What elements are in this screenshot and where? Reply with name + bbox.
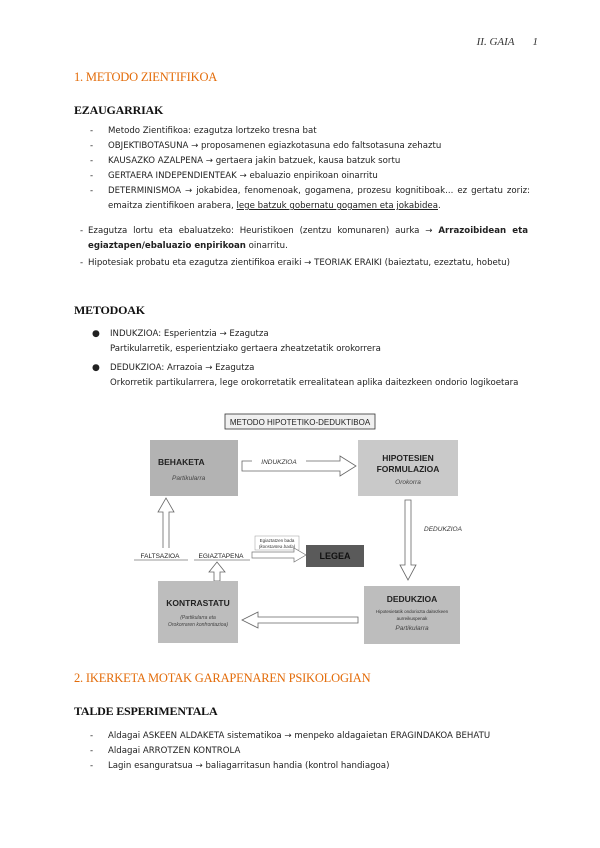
kontrastatu-box <box>158 581 238 643</box>
indukzioa-arrow <box>242 456 356 476</box>
kontrastatu-label: KONTRASTATU <box>166 598 230 608</box>
method-desc: Partikularretik, esperientziako gertaera zheatzetatik orokorrera <box>110 344 381 354</box>
dedukzioa-to-kontrastatu-arrow <box>242 612 358 628</box>
dedukzioa-label: DEDUKZIOA <box>424 526 462 533</box>
list-item: - Metodo Zientifikoa: ezagutza lortzeko tresna bat <box>90 124 530 139</box>
method-title: INDUKZIOA: Esperientzia → Ezagutza <box>110 329 269 339</box>
list-item: - KAUSAZKO AZALPENA → gertaera jakin batzuek, kausa batzuk sortu <box>90 154 530 169</box>
behaketa-up-arrow <box>158 498 174 550</box>
method-desc: Orkorretik partikularrera, lege orokorretatik errealitatean aplika daitezkeen ondorio logikoetara <box>110 378 519 388</box>
ezaugarriak-heading: EZAUGARRIAK <box>74 103 164 117</box>
metodoak-heading: METODOAK <box>74 303 145 317</box>
behaketa-sub: Partikularra <box>172 475 206 482</box>
dedukzioa-box <box>364 586 460 644</box>
list-item: - OBJEKTIBOTASUNA → proposamenen egiazkotasuna edo faltsotasuna zehaztu <box>90 139 530 154</box>
hipotesien-label-1: HIPOTESIEN <box>382 453 434 463</box>
dedukzioa-sub2: aurreikuspenak <box>396 616 428 621</box>
list-item: - Aldagai ASKEEN ALDAKETA sistematikoa → menpeko aldagaietan ERAGINDAKOA BEHATU <box>90 729 530 744</box>
bullet-icon: ● <box>92 329 100 339</box>
faltsazioa-label: FALTSAZIOA <box>140 553 180 560</box>
list-item: - Lagin esanguratsua → baliagarritasun handia (kontrol handiagoa) <box>90 759 530 774</box>
hipotesien-label-2: FORMULAZIOA <box>376 464 440 474</box>
indukzioa-label: INDUKZIOA <box>261 459 297 466</box>
determinismo-end: . <box>438 201 441 211</box>
legea-note-1: Egiaztatzen bada <box>259 538 295 543</box>
page-number: 1 <box>532 36 538 48</box>
dedukzioa-sub1: Hipotesietatik ondoriozta daitezkeen <box>375 609 449 614</box>
egiaztapena-label-box <box>190 548 252 561</box>
behaketa-label: BEHAKETA <box>158 457 205 467</box>
determinismo-text: DETERMINISMOA → jokabidea, fenomenoak, gogamena, prozesu kognitiboak... ez gertatu zoriz: emaitza zientifikoen arabera, <box>108 186 530 211</box>
para1-bold: Arrazoibidean eta egiaztapen/ebaluazio enpirikoan <box>88 226 529 251</box>
legea-label: LEGEA <box>319 551 351 561</box>
para1-end: oinarritu. <box>245 241 288 251</box>
faltsazioa-label-box <box>130 548 190 561</box>
hipotesien-sub: Orokorra <box>395 479 421 486</box>
kontrastatu-sub2: Orokorraren konfrontazioa) <box>167 622 229 628</box>
list-item: - Aldagai ARROTZEN KONTROLA <box>90 744 530 759</box>
legea-box <box>306 545 364 567</box>
para2-text: Hipotesiak probatu eta ezagutza zientifikoa eraiki → TEORIAK ERAIKI (baieztatu, ezeztatu, hobetu) <box>88 258 510 268</box>
section-2-title: 2. IKERKETA MOTAK GARAPENAREN PSIKOLOGIAN <box>74 671 371 685</box>
list-item: - GERTAERA INDEPENDIENTEAK → ebaluazio enpirikoan oinarritu <box>90 169 530 184</box>
diagram-title-box <box>225 414 375 429</box>
egiaztapena-label: EGIAZTAPENA <box>198 553 244 560</box>
dedukzioa-box-label: DEDUKZIOA <box>386 594 438 604</box>
legea-note <box>255 536 299 550</box>
paragraph-ezagutza: - Ezagutza lortu eta ebaluatzeko: Heuristikoen (zentzu komunaren) aurka → Arrazoibidean eta egiaztapen/ebaluazio enpirikoan oinarritu. <box>80 226 529 251</box>
header-title: II. GAIA <box>476 36 515 48</box>
bullet-icon: ● <box>92 363 100 373</box>
para1-text: Ezagutza lortu eta ebaluatzeko: Heuristikoen (zentzu komunaren) aurka → <box>88 226 439 236</box>
kontrastatu-up-arrow <box>209 562 225 581</box>
paragraph-hipotesiak: - Hipotesiak probatu eta ezagutza zientifikoa eraiki → TEORIAK ERAIKI (baieztatu, ezeztatu, hobetu) <box>80 256 528 271</box>
talde-list <box>90 729 530 774</box>
legea-note-2: (konstantea bada) <box>258 544 296 549</box>
kontrastatu-sub1: (Partikularra eta <box>180 615 216 621</box>
behaketa-box <box>150 440 238 496</box>
method-title: DEDUKZIOA: Arrazoia → Ezagutza <box>110 363 255 373</box>
dedukzioa-sub3: Partikularra <box>395 625 429 632</box>
diagram-title: METODO HIPOTETIKO-DEDUKTIBOA <box>229 418 371 427</box>
talde-heading: TALDE ESPERIMENTALA <box>74 704 218 718</box>
dedukzioa-arrow <box>400 500 470 580</box>
section-1-title: 1. METODO ZIENTIFIKOA <box>74 70 218 84</box>
determinismo-underlined: lege batzuk gobernatu gogamen eta jokabidea <box>236 201 438 211</box>
hipotesien-box <box>358 440 458 496</box>
